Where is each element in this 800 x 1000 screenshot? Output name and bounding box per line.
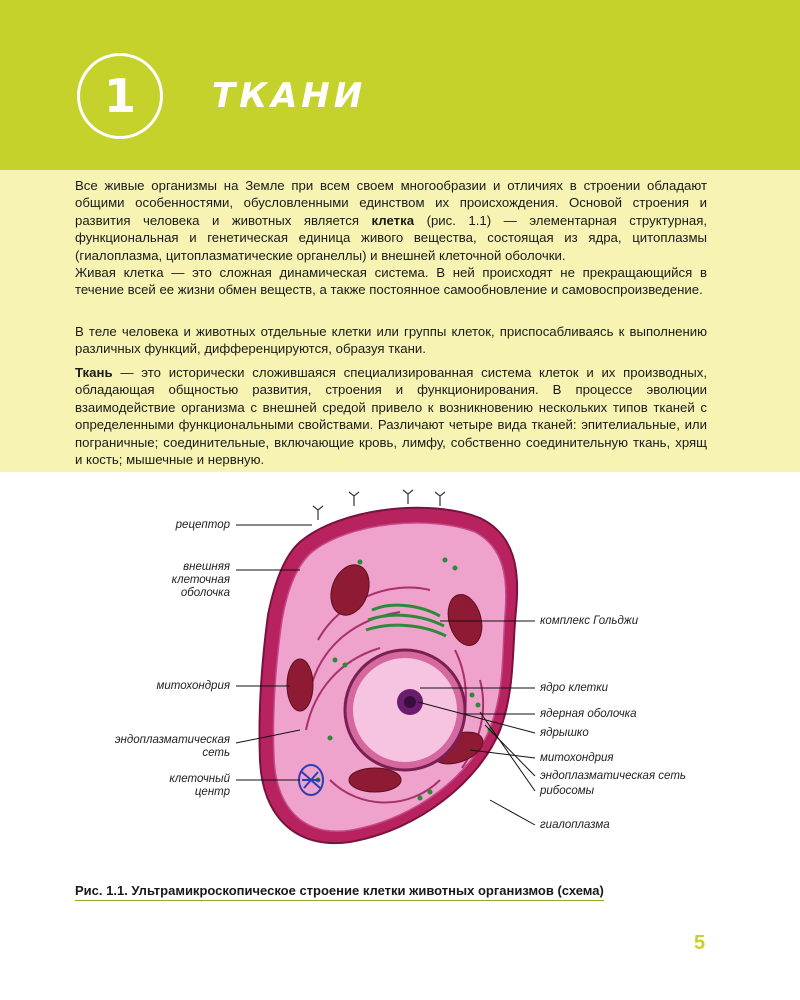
figure-caption: Рис. 1.1. Ультрамикроскопическое строение клетки животных организмов (схема) [75, 883, 604, 901]
term-tissue: Ткань [75, 365, 113, 380]
paragraph-3: В теле человека и животных отдельные клетки или группы клеток, приспосабливаясь к выполнению различных функций, дифференцируются, образуя ткани. [75, 324, 707, 357]
paragraph-2: Живая клетка — это сложная динамическая система. В ней происходят не прекращающийся в течение всей ее жизни обмен веществ, а также постоянное самообновление и самовоспроизведение. [75, 265, 707, 298]
chapter-title: ТКАНИ [212, 76, 367, 116]
paragraph-1 [75, 177, 707, 264]
label-er-line-1: эндоплазматическая [114, 734, 230, 746]
label-er-line-2: сеть [202, 747, 230, 759]
label-nucleus: ядро клетки [540, 682, 609, 694]
paragraph-4 [75, 364, 707, 468]
label-golgi: комплекс Гольджи [540, 615, 639, 627]
chapter-header [0, 0, 800, 170]
label-nuclear-envelope: ядерная оболочка [540, 708, 637, 720]
label-ribosomes: рибосомы [540, 785, 595, 797]
cell-diagram [0, 480, 800, 880]
chapter-number: 1 [103, 69, 136, 123]
label-centrosome-line-2: центр [194, 786, 230, 798]
paragraph-1-text-a: Все живые организмы на Земле при всем своем многообразии и отличиях в строении обладают общими особенностями, обусловленными единством их происхождения. Основой строения и развития человека и животных является [75, 178, 707, 228]
chapter-number-circle [77, 53, 163, 139]
paragraph-4-text: — это исторически сложившаяся специализированная система клеток и их производных, обладающая общностью развития, строения и функционирования. В процессе эволюции взаимодействие организма с внешней средой привело к возникновению нескольких типов тканей с определенными функциональными свойствами. Различают четыре вида тканей: эпителиальные, или пограничные; соединительные, включающие кровь, лимфу, собственно соединительную ткань, хрящ и кость; мышечные и нервную. [75, 365, 707, 468]
label-outer-membrane [172, 561, 230, 600]
label-outer-membrane-line-1: внешняя [183, 561, 230, 573]
intro-text-panel [0, 170, 800, 472]
label-mitochondria-left: митохондрия [156, 680, 230, 692]
page-number: 5 [694, 932, 706, 954]
label-mitochondria-right: митохондрия [540, 752, 614, 764]
term-cell: клетка [371, 212, 415, 228]
label-outer-membrane-line-2: клеточная [171, 574, 230, 586]
label-centrosome [169, 773, 230, 799]
label-centrosome-line-1: клеточный [169, 773, 230, 785]
label-nucleolus: ядрышко [540, 727, 589, 739]
label-er-left [115, 734, 230, 760]
label-receptor: рецептор [175, 519, 230, 531]
label-hyaloplasm: гиалоплазма [540, 819, 610, 831]
label-outer-membrane-line-3: оболочка [180, 587, 230, 599]
paragraph-1-text-b: (рис. 1.1) — элементарная структурная, функциональная и генетическая единица живого вещества, состоящая из ядра, цитоплазмы (гиалоплазма, цитоплазматические органеллы) и внешней клеточной оболочки. [75, 212, 707, 263]
label-er-right: эндоплазматическая сеть [540, 770, 686, 782]
cell-figure [0, 480, 800, 880]
